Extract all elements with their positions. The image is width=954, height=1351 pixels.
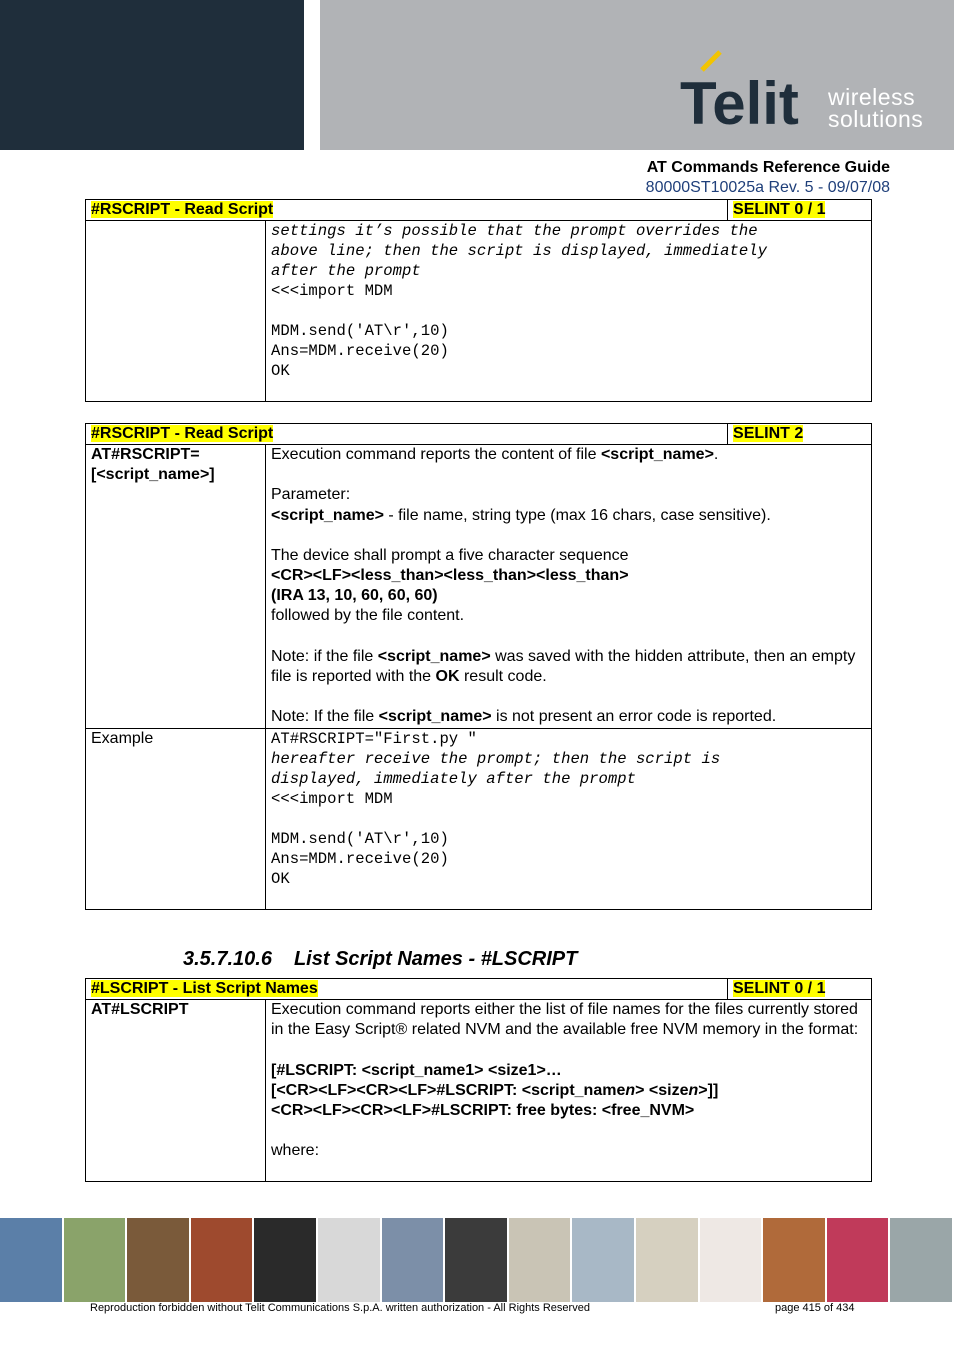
page-number: page 415 of 434: [775, 1302, 855, 1314]
parameter-description: <script_name> - file name, string type (max 16 chars, case sensitive).: [271, 506, 771, 524]
strip-photo: [127, 1218, 189, 1302]
table-header: [86, 424, 728, 445]
command-cell: [86, 445, 266, 729]
code-line: OK: [271, 870, 290, 889]
code-line: <<<import MDM: [271, 282, 393, 301]
table-selint: [728, 200, 872, 221]
selint-badge: SELINT 0 / 1: [733, 201, 826, 218]
command-cell: [86, 1000, 266, 1182]
code-block: [271, 729, 866, 889]
strip-photo: [191, 1218, 253, 1302]
description-cell: [266, 445, 872, 729]
code-line: <<<import MDM: [271, 790, 393, 809]
command-syntax: AT#LSCRIPT: [91, 1001, 189, 1019]
empty-command-cell: [86, 221, 266, 402]
code-line: [271, 809, 866, 829]
rscript-table-continued: [85, 199, 872, 402]
strip-photo: [254, 1218, 316, 1302]
footer-notice: Reproduction forbidden without Telit Communications S.p.A. written authorization - All Rights Reserved: [90, 1302, 590, 1314]
strip-photo: [890, 1218, 952, 1302]
code-line: hereafter receive the prompt; then the script is: [271, 750, 721, 769]
format-line2: [<CR><LF><CR><LF>#LSCRIPT: <script_namen> <sizen>]]: [271, 1081, 719, 1099]
header-dark-panel: [0, 0, 304, 150]
table-selint: [728, 424, 872, 445]
logo-wordmark: Telit: [680, 70, 799, 128]
table-title: #RSCRIPT - Read Script: [91, 201, 274, 218]
code-line: above line; then the script is displayed, immediately: [271, 242, 767, 261]
table-title: #RSCRIPT - Read Script: [91, 425, 274, 442]
note-missing: Note: If the file <script_name> is not present an error code is reported.: [271, 708, 777, 726]
logo-tagline-line2: solutions: [828, 106, 924, 132]
description-paragraph: Execution command reports either the list of file names for the files currently stored in the Easy Script® related NVM and the available free NVM memory in the format:: [271, 1001, 859, 1039]
logo-tagline-line1: wireless: [828, 84, 916, 110]
section-number: 3.5.7.10.6: [183, 948, 272, 970]
table-header: [86, 200, 728, 221]
format-line3: <CR><LF><CR><LF>#LSCRIPT: free bytes: <free_NVM>: [271, 1102, 695, 1120]
selint-badge: SELINT 2: [733, 425, 804, 442]
prompt-sequence: <CR><LF><less_than><less_than><less_than>: [271, 567, 629, 585]
strip-photo: [382, 1218, 444, 1302]
parameter-label: Parameter:: [271, 486, 351, 504]
code-line: displayed, immediately after the prompt: [271, 770, 636, 789]
strip-photo: [636, 1218, 698, 1302]
code-line: after the prompt: [271, 262, 421, 281]
section-heading: [183, 948, 599, 971]
doc-title: AT Commands Reference Guide: [646, 159, 890, 176]
where-label: where:: [271, 1142, 320, 1160]
table-selint: [728, 979, 872, 1000]
selint-badge: SELINT 0 / 1: [733, 980, 826, 997]
code-line: settings it’s possible that the prompt overrides the: [271, 222, 758, 241]
section-title: List Script Names - #LSCRIPT: [293, 948, 578, 970]
prompt-intro: The device shall prompt a five character sequence: [271, 546, 629, 564]
example-label: Example: [91, 730, 154, 748]
prompt-ira: (IRA 13, 10, 60, 60, 60): [271, 587, 438, 605]
code-line: OK: [271, 362, 290, 381]
lscript-table: [85, 978, 872, 1182]
code-line: Ans=MDM.receive(20): [271, 342, 449, 361]
prompt-after: followed by the file content.: [271, 607, 465, 625]
footer-photo-strip: [0, 1218, 954, 1302]
doc-revision: 80000ST10025a Rev. 5 - 09/07/08: [645, 179, 890, 196]
rscript-table: [85, 423, 872, 910]
strip-photo: [700, 1218, 762, 1302]
format-line1: [#LSCRIPT: <script_name1> <size1>…: [271, 1061, 562, 1079]
example-cell: [266, 729, 872, 910]
example-cell: [266, 221, 872, 402]
description-cell: [266, 1000, 872, 1182]
strip-photo: [509, 1218, 571, 1302]
code-line: Ans=MDM.receive(20): [271, 850, 449, 869]
description-paragraph: Execution command reports the content of file <script_name>.: [271, 446, 719, 464]
code-line: AT#RSCRIPT="First.py ": [271, 730, 477, 749]
example-label-cell: [86, 729, 266, 910]
code-block: [271, 221, 866, 381]
note-hidden: Note: if the file <script_name> was saved with the hidden attribute, then an empty file is reported with the OK result code.: [271, 647, 856, 685]
command-syntax-line2: [<script_name>]: [91, 466, 215, 484]
code-line: MDM.send('AT\r',10): [271, 830, 449, 849]
strip-photo: [445, 1218, 507, 1302]
strip-photo: [827, 1218, 889, 1302]
strip-photo: [763, 1218, 825, 1302]
strip-photo: [318, 1218, 380, 1302]
strip-photo: [572, 1218, 634, 1302]
logo-tagline: [828, 86, 923, 130]
table-title: #LSCRIPT - List Script Names: [91, 980, 318, 997]
strip-photo: [64, 1218, 126, 1302]
strip-photo: [0, 1218, 62, 1302]
code-line: MDM.send('AT\r',10): [271, 322, 449, 341]
code-line: [271, 301, 866, 321]
command-syntax-line1: AT#RSCRIPT=: [91, 446, 200, 464]
table-header: [86, 979, 728, 1000]
